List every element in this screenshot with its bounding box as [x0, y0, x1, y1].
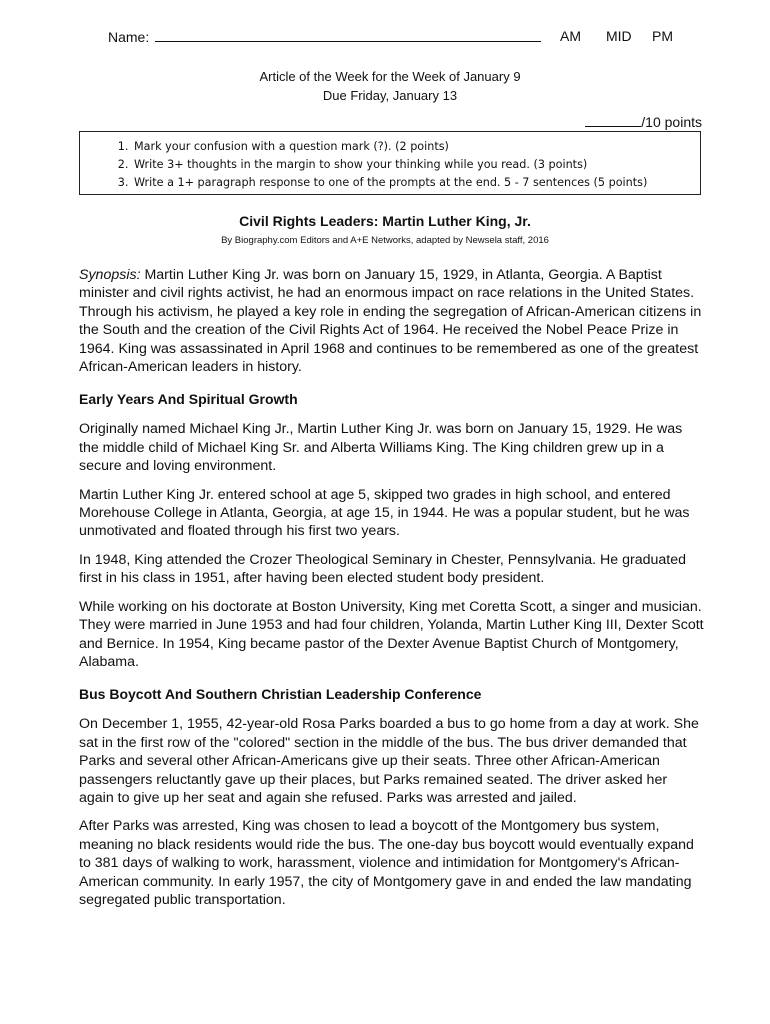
article-paragraph: On December 1, 1955, 42-year-old Rosa Parks boarded a bus to go home from a day at work. She sat in the first row of the "colored" section in the middle of the bus. The bus driver demanded that Parks and several other African-Americans give up their seats. Three other African-American passengers reluctantly gave up their places, but Parks remained seated. The driver asked her again to give up her seat and again she refused. Parks was arrested and jailed.	[79, 716, 699, 806]
article-paragraph: After Parks was arrested, King was chosen to lead a boycott of the Montgomery bus system, meaning no black residents would ride the bus. The one-day bus boycott would eventually expand to 381 days of walking to work, harassment, violence and intimidation for Montgomery's African-American community. In early 1957, the city of Montgomery gave in and ended the law mandating segregated public transportation.	[79, 818, 694, 908]
assignment-info	[0, 67, 770, 105]
article-paragraph: Martin Luther King Jr. entered school at age 5, skipped two grades in high school, and entered Morehouse College in Atlanta, Georgia, at age 15, in 1944. He was a popular student, but he was unmotivated and floated through his first two years.	[79, 486, 690, 540]
points-field	[585, 113, 702, 130]
assignment-week: Article of the Week for the Week of January 9	[259, 69, 521, 84]
name-field	[108, 28, 541, 45]
pm-option: PM	[652, 28, 673, 44]
section-heading-early-years: Early Years And Spiritual Growth	[79, 391, 298, 408]
article-title: Civil Rights Leaders: Martin Luther King, Jr.	[239, 213, 531, 229]
instructions-box	[79, 131, 701, 195]
section-heading-bus-boycott: Bus Boycott And Southern Christian Leadership Conference	[79, 686, 482, 703]
points-blank-line	[585, 113, 641, 127]
name-blank-line	[155, 28, 541, 42]
article-paragraph: Originally named Michael King Jr., Martin Luther King Jr. was born on January 15, 1929. He was the middle child of Michael King Sr. and Alberta Williams King. The King children grew up in a secure and loving environment.	[79, 421, 683, 475]
name-label: Name:	[108, 29, 150, 45]
article-body	[79, 266, 705, 919]
header-row	[108, 28, 688, 46]
instruction-item: 3. Write a 1+ paragraph response to one of the prompts at the end. 5 - 7 sentences (5 points)	[132, 174, 700, 192]
points-total: /10 points	[641, 114, 702, 130]
am-option: AM	[560, 28, 581, 44]
synopsis-paragraph	[79, 266, 705, 376]
synopsis-text: Martin Luther King Jr. was born on January 15, 1929, in Atlanta, Georgia. A Baptist minister and civil rights activist, he had an enormous impact on race relations in the United States. Through his activism, he played a key role in ending the segregation of African-American citizens in the South and the creation of the Civil Rights Act of 1964. He received the Nobel Peace Prize in 1964. King was assassinated in April 1968 and continues to be remembered as one of the greatest African-American leaders in history.	[79, 267, 702, 376]
mid-option: MID	[606, 28, 632, 44]
instruction-item: 2. Write 3+ thoughts in the margin to show your thinking while you read. (3 points)	[132, 156, 700, 174]
article-paragraph: While working on his doctorate at Boston University, King met Coretta Scott, a singer and musician. They were married in June 1953 and had four children, Yolanda, Martin Luther King III, Dexter Scott and Bernice. In 1954, King became pastor of the Dexter Avenue Baptist Church of Montgomery, Alabama.	[79, 598, 704, 670]
instruction-item: 1. Mark your confusion with a question mark (?). (2 points)	[132, 138, 700, 156]
instructions-list	[110, 138, 700, 192]
article-byline: By Biography.com Editors and A+E Networks, adapted by Newsela staff, 2016	[221, 235, 549, 246]
synopsis-label: Synopsis:	[79, 267, 141, 283]
assignment-due-date: Due Friday, January 13	[322, 88, 458, 103]
article-paragraph: In 1948, King attended the Crozer Theological Seminary in Chester, Pennsylvania. He graduated first in his class in 1951, after having been elected student body president.	[79, 551, 687, 587]
